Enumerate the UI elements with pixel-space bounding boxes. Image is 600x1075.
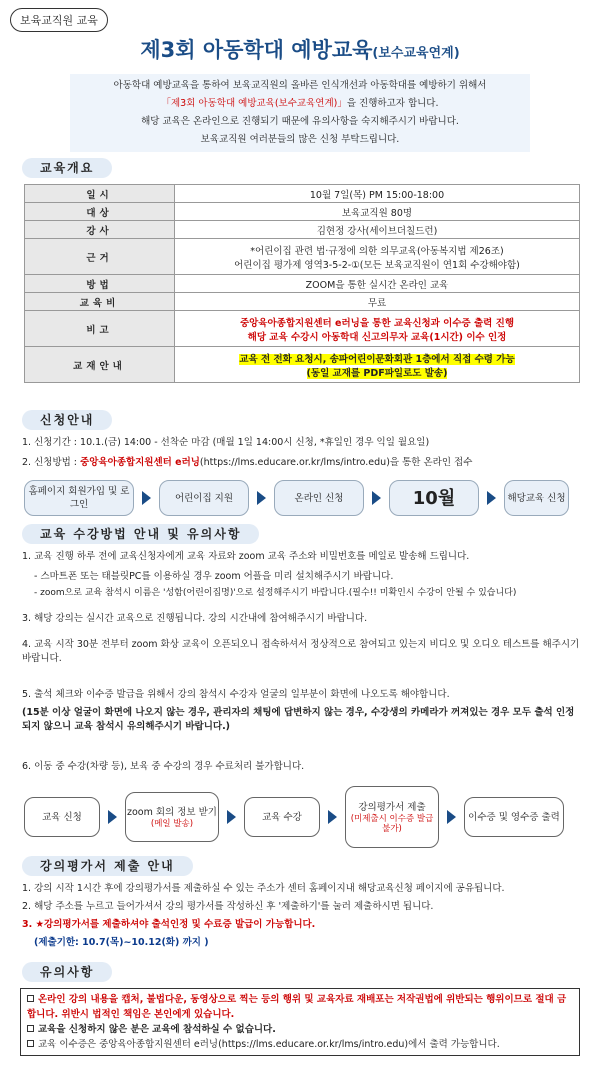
row-value-line: 해당 교육 수강시 아동학대 신고의무자 교육(1시간) 이수 인정 [247, 331, 507, 343]
checkbox-square-icon [27, 1025, 34, 1032]
method-flow [24, 786, 564, 848]
caution-text: 교육 이수증은 중앙육아종합지원센터 e러닝(https://lms.educare.or.kr/lms/intro.edu)에서 출력 가능합니다. [38, 1039, 500, 1050]
caution-text: 온라인 강의 내용을 캡처, 불법다운, 동영상으로 찍는 등의 행위 및 교육자료 재배포는 저작권법에 위반되는 행위이므로 절대 금합니다. 위반시 법적인 책임은 본인에게 있습니다. [27, 994, 567, 1020]
eval-line-2: 2. 해당 주소를 누르고 들어가셔서 강의 평가서를 작성하신 후 '제출하기'를 눌러 제출하시면 됩니다. [22, 901, 434, 912]
arrow-right-icon [257, 491, 266, 505]
flow-step: 홈페이지 회원가입 및 로그인 [24, 480, 134, 516]
row-value: 무료 [175, 293, 580, 311]
caution-box [20, 988, 580, 1056]
flow-step [464, 797, 564, 837]
flow-step: 온라인 신청 [274, 480, 364, 516]
apply-method-highlight: 중앙육아종합지원센터 e러닝 [80, 457, 200, 468]
eval-line-1: 1. 강의 시작 1시간 후에 강의평가서를 제출하실 수 있는 주소가 센터 홈페이지내 해당교육신청 페이지에 공유됩니다. [22, 883, 505, 894]
row-label: 강사 [25, 221, 175, 239]
arrow-right-icon [108, 810, 117, 824]
row-value: 10월 7일(목) PM 15:00-18:00 [175, 185, 580, 203]
apply-method-rest: (https://lms.educare.or.kr/lms/intro.edu)을 통한 온라인 접수 [199, 457, 473, 468]
list-item [27, 992, 573, 1022]
row-value-line: *어린이집 관련 법·규정에 의한 의무교육(아동복지법 제26조) [250, 245, 504, 257]
flow-step: 어린이집 지원 [159, 480, 249, 516]
list-item [27, 1037, 573, 1052]
intro-highlight: 「제3회 아동학대 예방교육(보수교육연계)」 [161, 98, 347, 109]
row-label: 방법 [25, 275, 175, 293]
table-row [25, 293, 580, 311]
flow-step-note: (미제출시 이수증 발급 불가) [350, 813, 434, 834]
row-value: 김현정 강사(세이브더칠드런) [175, 221, 580, 239]
checkbox-square-icon [27, 995, 34, 1002]
intro-box [70, 74, 530, 152]
table-row [25, 239, 580, 275]
arrow-right-icon [487, 491, 496, 505]
method-line-1a: - 스마트폰 또는 태블릿PC를 이용하실 경우 zoom 어플을 미리 설치해주시기 바랍니다. [34, 571, 394, 582]
checkbox-square-icon [27, 1040, 34, 1047]
table-row [25, 185, 580, 203]
table-row [25, 311, 580, 347]
section-caution: 유의사항 [22, 962, 112, 982]
flow-step: 해당교육 신청 [504, 480, 569, 516]
overview-table [24, 184, 580, 383]
flow-step-note: (메일 발송) [150, 818, 194, 829]
row-label: 비고 [25, 311, 175, 347]
intro-line-2-rest: 을 진행하고자 합니다. [346, 98, 439, 109]
section-eval: 강의평가서 제출 안내 [22, 856, 193, 876]
flow-step [345, 786, 439, 848]
title-main: 제3회 아동학대 예방교육 [140, 38, 373, 62]
row-value-line: (동일 교재를 PDF파일로도 발송) [306, 367, 448, 379]
method-line-1: 1. 교육 진행 하루 전에 교육신청자에게 교육 자료와 zoom 교육 주소와 비밀번호를 메일로 발송해 드립니다. [22, 551, 470, 562]
method-line-1b: - zoom으로 교육 참석시 이름은 '성함(어린이집명)'으로 설정해주시기 바랍니다.(필수!! 미확인시 수강이 안될 수 있습니다) [34, 588, 517, 598]
intro-line-4: 보육교직원 여러분들의 많은 신청 부탁드립니다. [200, 134, 400, 145]
flow-step-label: 이수증 및 영수증 출력 [468, 811, 560, 823]
method-line-3: 3. 해당 강의는 실시간 교육으로 진행됩니다. 강의 시간내에 참여해주시기 바랍니다. [22, 613, 368, 624]
row-label: 교재안내 [25, 347, 175, 383]
arrow-right-icon [227, 810, 236, 824]
method-line-4: 4. 교육 시작 30분 전부터 zoom 화상 교육이 오픈되오니 접속하셔서 정상적으로 참여되고 있는지 비디오 및 오디오 테스트를 해주시기 바랍니다. [22, 639, 580, 664]
apply-flow [24, 480, 569, 516]
eval-line-3: 3. ★강의평가서를 제출하셔야 출석인정 및 수료증 발급이 가능합니다. [22, 919, 316, 930]
table-row [25, 221, 580, 239]
flow-step-label: 교육 신청 [42, 811, 82, 823]
flow-step [24, 797, 100, 837]
row-value [175, 347, 580, 383]
page-title [0, 34, 600, 64]
row-value: ZOOM을 통한 실시간 온라인 교육 [175, 275, 580, 293]
method-line-6: 6. 이동 중 수강(차량 등), 보육 중 수강의 경우 수료처리 불가합니다. [22, 761, 305, 772]
apply-method [22, 456, 582, 470]
row-label: 일시 [25, 185, 175, 203]
flow-step-month: 10월 [389, 480, 479, 516]
arrow-right-icon [328, 810, 337, 824]
intro-line-2 [70, 95, 530, 113]
section-apply: 신청안내 [22, 410, 112, 430]
section-overview: 교육개요 [22, 158, 112, 178]
caution-text: 교육을 신청하지 않은 분은 교육에 참석하실 수 없습니다. [38, 1024, 276, 1035]
list-item [27, 1022, 573, 1037]
arrow-right-icon [447, 810, 456, 824]
table-row [25, 203, 580, 221]
apply-period: 1. 신청기간 : 10.1.(금) 14:00 - 선착순 마감 (매월 1일 14:00시 신청, *휴일인 경우 익일 월요일) [22, 437, 430, 448]
arrow-right-icon [372, 491, 381, 505]
category-tag: 보육교직원 교육 [10, 8, 108, 32]
section-method: 교육 수강방법 안내 및 유의사항 [22, 524, 259, 544]
flow-step-label: 강의평가서 제출 [358, 801, 426, 813]
eval-line-4: (제출기한: 10.7(목)~10.12(화) 까지 ) [34, 937, 209, 948]
row-value-line: 교육 전 전화 요청시, 송파어린이문화회관 1층에서 직접 수령 가능 [239, 353, 515, 365]
row-label: 대상 [25, 203, 175, 221]
title-sub: (보수교육연계) [372, 46, 460, 61]
row-value [175, 311, 580, 347]
flow-step [125, 792, 219, 842]
table-row [25, 275, 580, 293]
row-label: 근거 [25, 239, 175, 275]
flow-step [244, 797, 320, 837]
table-row [25, 347, 580, 383]
method-line-5: 5. 출석 체크와 이수증 발급을 위해서 강의 참석시 수강자 얼굴의 일부분이 화면에 나오도록 해야합니다. [22, 689, 450, 700]
arrow-right-icon [142, 491, 151, 505]
intro-line-3: 해당 교육은 온라인으로 진행되기 때문에 유의사항을 숙지해주시기 바랍니다. [141, 116, 459, 127]
flow-step-label: 교육 수강 [262, 811, 302, 823]
row-value [175, 239, 580, 275]
row-value-line: 중앙육아종합지원센터 e러닝을 통한 교육신청과 이수증 출력 진행 [239, 317, 515, 329]
apply-method-pre: 2. 신청방법 : [22, 457, 81, 468]
row-label: 교육비 [25, 293, 175, 311]
row-value-line: 어린이집 평가제 영역3-5-2-①(모든 보육교직원이 연1회 수강해야함) [234, 259, 520, 271]
method-line-5b: (15분 이상 얼굴이 화면에 나오지 않는 경우, 관리자의 채팅에 답변하지 않는 경우, 수강생의 카메라가 꺼져있는 경우 모두 출석 인정되지 않으니 교육 참석시 유의해주시기 바랍니다.) [22, 707, 575, 732]
flow-step-label: zoom 회의 정보 받기 [127, 806, 217, 818]
intro-line-1: 아동학대 예방교육을 통하여 보육교직원의 올바른 인식개선과 아동학대를 예방하기 위해서 [113, 80, 487, 91]
row-value: 보육교직원 80명 [175, 203, 580, 221]
